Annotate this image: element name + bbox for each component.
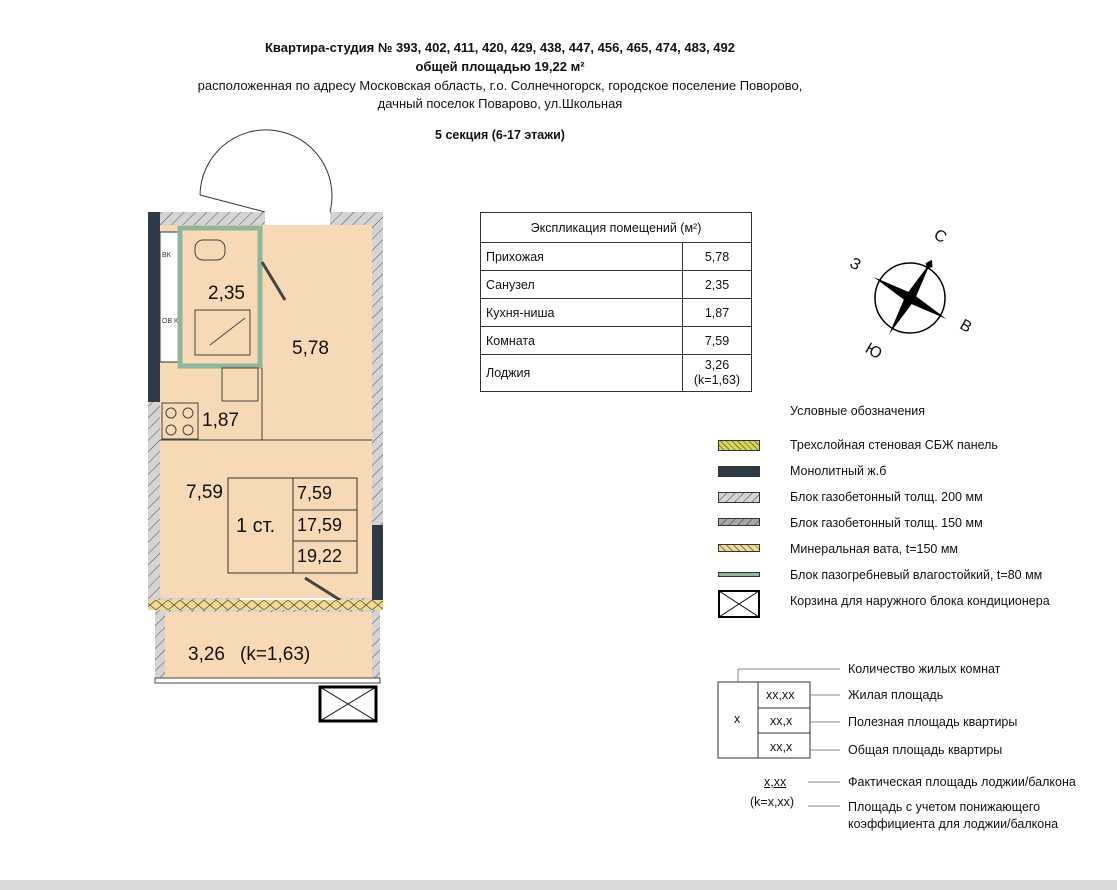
ac-basket-icon (718, 590, 760, 618)
table-row (481, 299, 752, 327)
legend-swatch (718, 518, 760, 526)
compass-west: З (846, 254, 864, 275)
living-area: 7,59 (297, 483, 333, 503)
key-loggia-k: (k=x,xx) (750, 795, 795, 809)
bathroom-area: 2,35 (208, 283, 245, 304)
ov-label: ОВ КВ (162, 318, 183, 325)
table-row (481, 243, 752, 271)
legend-label: Минеральная вата, t=150 мм (790, 542, 959, 556)
loggia-area: 3,26 (188, 644, 225, 665)
legend-label: Монолитный ж.б (790, 464, 887, 478)
table-row (481, 327, 752, 355)
key-loggia-k-label-2: коэффициента для лоджии/балкона (848, 817, 1059, 831)
monolith-wall-right (372, 525, 383, 600)
key-loggia-label: Фактическая площадь лоджии/балкона (848, 775, 1076, 789)
loggia-k: (k=1,63) (240, 644, 311, 665)
legend-swatch (718, 544, 760, 552)
key-rooms-label: Количество жилых комнат (848, 662, 1001, 676)
hall-area: 5,78 (292, 338, 329, 359)
legend-swatch (718, 466, 760, 477)
legend-label: Блок газобетонный толщ. 150 мм (790, 516, 983, 530)
room-value: 1,87 (683, 299, 752, 327)
compass-south: Ю (862, 340, 885, 363)
room-count: 1 ст. (236, 515, 276, 537)
room-name: Кухня-ниша (481, 299, 683, 327)
section-label: 5 секция (6-17 этажи) (435, 128, 565, 142)
key-total-label: Общая площадь квартиры (848, 743, 1003, 757)
explication-title: Экспликация помещений (м²) (481, 213, 752, 243)
room-value (683, 355, 752, 392)
loggia-value: 3,26 (704, 358, 730, 372)
loggia-k-value: (k=1,63) (693, 373, 741, 387)
key-loggia-k-label-1: Площадь с учетом понижающего (848, 800, 1041, 814)
key-total: xx,x (770, 740, 793, 754)
table-row (481, 271, 752, 299)
address-line-1: расположенная по адресу Московская область, г.о. Солнечногорск, городское поселение Поворово, (197, 78, 803, 93)
legend-label: Блок пазогребневый влагостойкий, t=80 мм (790, 568, 1043, 582)
legend-title: Условные обозначения (790, 404, 926, 418)
bottom-bar (0, 880, 1117, 890)
insulation (148, 600, 383, 610)
room-area: 7,59 (186, 482, 223, 503)
legend-swatch (718, 492, 760, 503)
total-area-title: общей площадью 19,22 м² (415, 59, 585, 74)
table-row (481, 355, 752, 392)
room-value: 5,78 (683, 243, 752, 271)
explication-table (480, 212, 752, 392)
monolith-wall (148, 212, 160, 402)
key-useful: xx,x (770, 714, 793, 728)
total-area: 19,22 (297, 546, 343, 566)
legend-label: Корзина для наружного блока кондиционера (790, 594, 1050, 608)
key-useful-label: Полезная площадь квартиры (848, 715, 1018, 729)
room-name: Прихожая (481, 243, 683, 271)
address-line-2: дачный поселок Поварово, ул.Школьная (377, 96, 623, 111)
room-value: 2,35 (683, 271, 752, 299)
useful-area: 17,59 (297, 515, 343, 535)
legend-swatch (718, 440, 760, 451)
vk-label: ВК (162, 252, 171, 259)
entry-door-swing (200, 130, 332, 212)
compass-east: В (956, 316, 975, 337)
room-value: 7,59 (683, 327, 752, 355)
compass-north: С (930, 226, 950, 247)
legend-swatch (718, 572, 760, 577)
kitchen-area: 1,87 (202, 410, 239, 431)
key-living: xx,xx (766, 688, 795, 702)
key-room-count: x (734, 712, 741, 726)
legend-label: Трехслойная стеновая СБЖ панель (790, 438, 998, 452)
room-name: Лоджия (481, 355, 683, 392)
ac-basket (320, 687, 376, 721)
apartment-floor (160, 225, 372, 598)
legend-label: Блок газобетонный толщ. 200 мм (790, 490, 983, 504)
room-name: Комната (481, 327, 683, 355)
key-loggia-value: x,xx (764, 775, 787, 789)
room-name: Санузел (481, 271, 683, 299)
key-living-label: Жилая площадь (848, 688, 944, 702)
apartment-title: Квартира-студия № 393, 402, 411, 420, 429, 438, 447, 456, 465, 474, 483, 492 (264, 40, 735, 55)
